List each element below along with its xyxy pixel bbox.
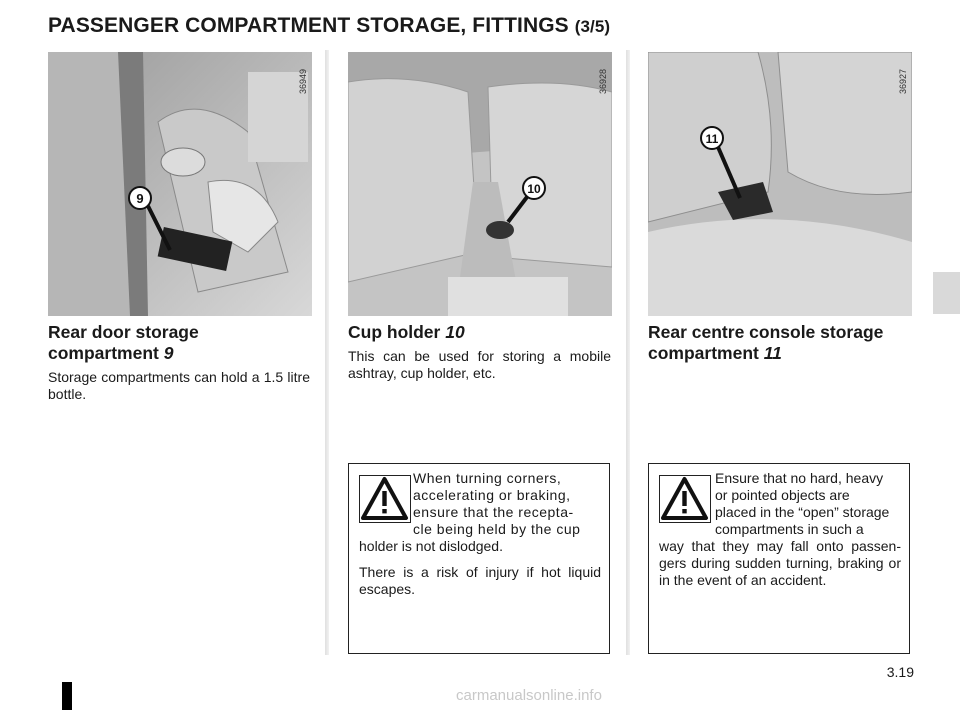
- image-ref: 36928: [598, 68, 608, 94]
- console-photo: [648, 52, 912, 316]
- cup-holder-text: This can be used for storing a mobile ashtray, cup holder, etc.: [348, 348, 611, 381]
- column-divider: [325, 50, 329, 655]
- rear-door-text: Storage compartments can hold a 1.5 litre bottle.: [48, 369, 310, 402]
- column-divider: [626, 50, 630, 655]
- image-ref: 36927: [898, 68, 908, 94]
- chapter-tab: [933, 272, 960, 314]
- cup-holder-photo: [348, 52, 612, 316]
- warning-icon: [659, 475, 711, 523]
- console-warning: Ensure that no hard, heavy or pointed objects are placed in the “open” storage compartments in such a way that they may fall onto passen-gers during sudden turning, braking or in the event of an accident.: [648, 463, 910, 654]
- image-ref: 36949: [298, 68, 308, 94]
- title-part: (3/5): [574, 17, 611, 36]
- title-text: PASSENGER COMPARTMENT STORAGE, FITTINGS: [48, 14, 569, 37]
- rear-door-heading: Rear door storage compartment 9: [48, 322, 199, 363]
- page-number: 3.19: [886, 664, 914, 680]
- cup-holder-heading: Cup holder 10: [348, 322, 465, 342]
- cup-holder-warning: When turning corners, accelerating or braking, ensure that the recepta- cle being held by the cup holder is not dislodged. There is a risk of injury if hot liquid escapes.: [348, 463, 610, 654]
- callout-11: 11: [705, 132, 719, 146]
- rear-door-photo: [48, 52, 312, 316]
- page-title: [48, 14, 610, 38]
- watermark: carmanualsonline.info: [456, 687, 602, 704]
- warning-icon: [359, 475, 411, 523]
- callout-10: 10: [527, 182, 541, 196]
- callout-9: 9: [136, 191, 144, 206]
- console-heading: Rear centre console storage compartment 11: [648, 322, 884, 363]
- corner-mark: [62, 682, 72, 710]
